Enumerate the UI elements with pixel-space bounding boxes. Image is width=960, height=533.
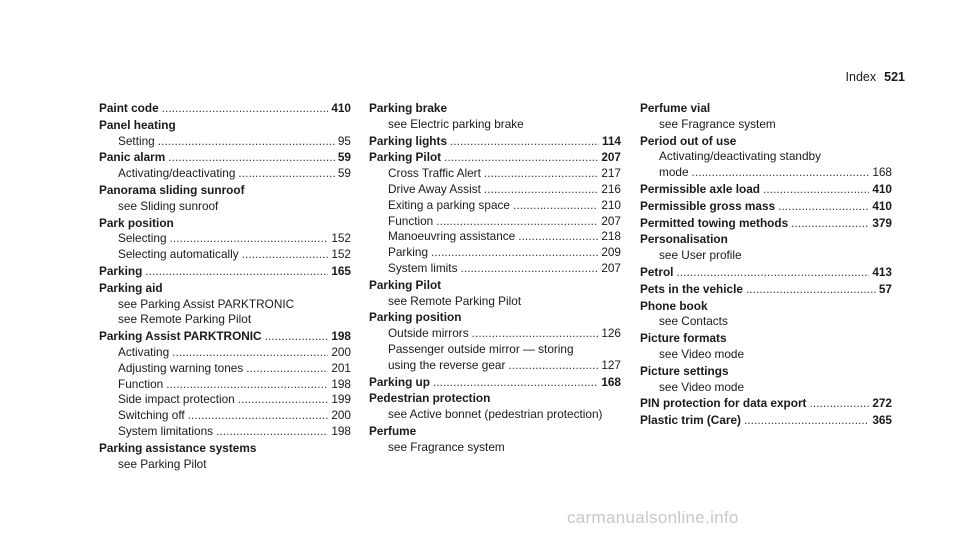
index-heading: Parking aid xyxy=(99,280,163,295)
index-subentry-text: Selecting xyxy=(118,231,167,246)
index-subentry xyxy=(369,182,621,198)
index-subentry xyxy=(99,408,351,424)
dot-leader xyxy=(692,165,870,181)
dot-leader xyxy=(166,377,328,393)
index-subentry-text: Adjusting warning tones xyxy=(118,360,244,375)
page-reference: 410 xyxy=(872,181,892,196)
index-subentry-text: Activating xyxy=(118,344,170,359)
page-reference: 216 xyxy=(601,181,621,196)
watermark: carmanualsonline.info xyxy=(567,508,739,527)
index-heading-line xyxy=(369,391,621,407)
index-heading-line xyxy=(369,375,621,391)
dot-leader xyxy=(809,396,869,412)
page-reference: 165 xyxy=(331,263,351,278)
dot-leader xyxy=(763,182,869,198)
index-subentry-text: System limits xyxy=(388,260,458,275)
index-subentry-text: see Sliding sunroof xyxy=(118,198,219,213)
index-subentry-text: Activating/deactivating standby xyxy=(659,149,821,164)
index-heading-line xyxy=(99,118,351,134)
index-subentry xyxy=(99,166,351,182)
index-subentry xyxy=(369,198,621,214)
index-heading: Panorama sliding sunroof xyxy=(99,182,245,197)
page-reference: 379 xyxy=(872,215,892,230)
index-entry xyxy=(99,118,351,150)
index-subentry-text: see Fragrance system xyxy=(388,439,505,454)
index-subentry-text: Outside mirrors xyxy=(388,326,469,341)
index-heading: Parking Pilot xyxy=(369,150,442,165)
dot-leader xyxy=(436,214,598,230)
index-subentry xyxy=(99,297,351,313)
dot-leader xyxy=(216,424,328,440)
dot-leader xyxy=(265,329,329,345)
index-subentry xyxy=(369,245,621,261)
index-heading: Perfume vial xyxy=(640,101,711,115)
index-subentry-text: Side impact protection xyxy=(118,392,235,407)
index-entry xyxy=(640,282,892,298)
dot-leader xyxy=(460,261,598,277)
index-subentry xyxy=(99,361,351,377)
index-entry xyxy=(640,101,892,133)
index-entry xyxy=(640,413,892,429)
index-heading: Permissible gross mass xyxy=(640,198,776,213)
index-entry xyxy=(640,364,892,396)
page-reference: 207 xyxy=(601,150,621,165)
index-subentry-text: Drive Away Assist xyxy=(388,181,481,196)
index-entry xyxy=(369,424,621,456)
page-reference: 209 xyxy=(601,245,621,260)
index-subentry xyxy=(369,440,621,456)
page-reference: 207 xyxy=(601,213,621,228)
index-subentry xyxy=(640,248,892,264)
index-heading-line xyxy=(99,281,351,297)
dot-leader xyxy=(242,247,329,263)
page-reference: 126 xyxy=(601,326,621,341)
page-reference: 218 xyxy=(601,229,621,244)
page-reference: 207 xyxy=(601,260,621,275)
index-subentry-text: Function xyxy=(118,376,164,391)
index-subentry-text: Manoeuvring assistance xyxy=(388,229,516,244)
index-subentry-text: Cross Traffic Alert xyxy=(388,166,481,181)
index-heading: Petrol xyxy=(640,264,674,279)
index-heading: Pets in the vehicle xyxy=(640,281,743,296)
page-reference: 410 xyxy=(331,101,351,115)
index-heading-line xyxy=(99,101,351,117)
index-entry xyxy=(369,375,621,391)
index-heading: Parking lights xyxy=(369,133,448,148)
dot-leader xyxy=(444,150,598,166)
index-subentry-text: Switching off xyxy=(118,408,185,423)
dot-leader xyxy=(433,375,598,391)
index-subentry xyxy=(369,294,621,310)
index-entry xyxy=(640,199,892,215)
page-reference: 365 xyxy=(872,413,892,428)
index-subentry-text: see Fragrance system xyxy=(659,116,776,131)
index-subentry xyxy=(369,326,621,342)
index-heading-line xyxy=(640,331,892,347)
page-reference: 200 xyxy=(331,344,351,359)
dot-leader xyxy=(238,166,334,182)
index-heading-line xyxy=(640,199,892,215)
dot-leader xyxy=(508,358,598,374)
index-subentry-text: see Remote Parking Pilot xyxy=(118,312,252,327)
page-reference: 59 xyxy=(337,150,351,165)
page-reference: 199 xyxy=(331,392,351,407)
index-heading-line xyxy=(640,265,892,281)
index-subentry-text: see User profile xyxy=(659,248,742,263)
index-subentry-text: mode xyxy=(659,165,689,180)
index-heading: Picture settings xyxy=(640,363,729,378)
index-subentry xyxy=(99,392,351,408)
index-entry xyxy=(369,278,621,310)
index-subentry xyxy=(99,231,351,247)
page-reference: 127 xyxy=(601,357,621,372)
page-header xyxy=(846,70,905,84)
index-subentry-text: Function xyxy=(388,213,434,228)
index-heading-line xyxy=(369,278,621,294)
index-heading-line xyxy=(99,329,351,345)
index-heading-line xyxy=(640,299,892,315)
index-entry xyxy=(99,441,351,473)
page-reference: 57 xyxy=(878,281,892,296)
page-reference: 198 xyxy=(331,329,351,344)
index-subentry xyxy=(640,347,892,363)
dot-leader xyxy=(472,326,599,342)
index-heading: Parking xyxy=(99,263,143,278)
index-heading-line xyxy=(99,441,351,457)
index-subentry xyxy=(369,229,621,245)
page-reference: 168 xyxy=(872,165,892,180)
page-reference: 95 xyxy=(337,133,351,148)
index-heading: Pedestrian protection xyxy=(369,391,491,406)
dot-leader xyxy=(246,361,328,377)
index-subentry xyxy=(369,407,621,423)
index-heading: Plastic trim (Care) xyxy=(640,413,741,428)
index-subentry xyxy=(369,117,621,133)
index-entry xyxy=(369,310,621,373)
dot-leader xyxy=(162,101,329,117)
dot-leader xyxy=(172,345,328,361)
index-heading: Panel heating xyxy=(99,117,176,132)
index-subentry xyxy=(99,199,351,215)
index-entry xyxy=(99,150,351,182)
index-heading: Park position xyxy=(99,215,174,230)
index-entry xyxy=(99,101,351,117)
index-heading-line xyxy=(640,134,892,150)
page-reference: 272 xyxy=(872,396,892,411)
index-subentry-text: using the reverse gear xyxy=(388,357,506,372)
index-entry xyxy=(99,183,351,215)
page-reference: 410 xyxy=(872,198,892,213)
dot-leader xyxy=(484,182,598,198)
dot-leader xyxy=(513,198,598,214)
index-heading: Parking up xyxy=(369,374,430,389)
index-heading: Period out of use xyxy=(640,133,737,148)
index-subentry-text: Parking xyxy=(388,245,428,260)
dot-leader xyxy=(168,150,335,166)
index-subentry xyxy=(369,261,621,277)
dot-leader xyxy=(170,231,329,247)
index-subentry xyxy=(369,166,621,182)
index-heading-line xyxy=(99,216,351,232)
index-entry xyxy=(640,299,892,331)
page-reference: 198 xyxy=(331,376,351,391)
index-heading: Permissible axle load xyxy=(640,181,760,196)
index-entry xyxy=(99,329,351,440)
index-heading: Perfume xyxy=(369,423,417,438)
index-heading: Parking brake xyxy=(369,101,448,115)
index-entry xyxy=(369,134,621,150)
page-reference: 201 xyxy=(331,360,351,375)
page-reference: 152 xyxy=(331,231,351,246)
index-subentry-text: Activating/deactivating xyxy=(118,166,236,181)
dot-leader xyxy=(778,199,869,215)
index-entry xyxy=(640,265,892,281)
page-reference: 114 xyxy=(601,133,621,148)
index-subentry xyxy=(369,214,621,230)
index-entry xyxy=(640,331,892,363)
dot-leader xyxy=(518,229,598,245)
page-reference: 59 xyxy=(337,166,351,181)
index-entry xyxy=(369,150,621,276)
index-subentry xyxy=(99,247,351,263)
index-heading-line xyxy=(369,310,621,326)
index-subentry-text: Exiting a parking space xyxy=(388,197,510,212)
index-heading-line xyxy=(369,150,621,166)
index-entry xyxy=(640,216,892,232)
index-subentry-text: Selecting automatically xyxy=(118,247,239,262)
index-subentry-text: System limitations xyxy=(118,423,214,438)
dot-leader xyxy=(744,413,869,429)
index-subentry xyxy=(99,134,351,150)
dot-leader xyxy=(450,134,599,150)
index-entry xyxy=(640,396,892,412)
index-subentry xyxy=(99,424,351,440)
page-reference: 217 xyxy=(601,166,621,181)
index-subentry xyxy=(640,380,892,396)
index-heading: Parking Pilot xyxy=(369,277,442,292)
page-number: 521 xyxy=(884,70,905,84)
index-heading-line xyxy=(99,183,351,199)
index-heading-line xyxy=(640,216,892,232)
index-subentry-text: see Video mode xyxy=(659,379,745,394)
index-heading-line xyxy=(640,282,892,298)
index-entry xyxy=(640,134,892,181)
index-subentry-text: see Parking Pilot xyxy=(118,456,207,471)
index-subentry xyxy=(99,457,351,473)
index-heading-line xyxy=(640,182,892,198)
dot-leader xyxy=(484,166,598,182)
index-heading: Parking assistance systems xyxy=(99,440,257,455)
index-entry xyxy=(640,182,892,198)
index-column-1 xyxy=(99,101,351,473)
index-heading: Personalisation xyxy=(640,232,728,247)
index-subentry-text: Passenger outside mirror — storing xyxy=(388,341,574,356)
index-entry xyxy=(99,264,351,280)
page-reference: 152 xyxy=(331,247,351,262)
index-entry xyxy=(99,281,351,328)
index-heading-line xyxy=(369,134,621,150)
index-heading: PIN protection for data export xyxy=(640,396,807,411)
index-subentry xyxy=(369,358,621,374)
index-subentry-text: see Active bonnet (pedestrian protection) xyxy=(388,407,603,422)
index-heading-line xyxy=(99,264,351,280)
index-subentry-text: see Electric parking brake xyxy=(388,116,524,131)
dot-leader xyxy=(431,245,598,261)
page-reference: 198 xyxy=(331,423,351,438)
page-reference: 413 xyxy=(872,264,892,279)
index-heading-line xyxy=(640,396,892,412)
index-heading: Phone book xyxy=(640,298,708,313)
index-heading-line xyxy=(640,413,892,429)
index-subentry xyxy=(640,314,892,330)
index-subentry xyxy=(640,165,892,181)
index-heading: Parking Assist PARKTRONIC xyxy=(99,329,262,344)
index-heading-line xyxy=(369,101,621,117)
index-heading: Picture formats xyxy=(640,331,727,346)
index-subentry-text: see Remote Parking Pilot xyxy=(388,293,522,308)
index-column-3 xyxy=(640,101,892,430)
index-heading-line xyxy=(640,232,892,248)
index-heading: Panic alarm xyxy=(99,150,166,165)
index-subentry xyxy=(369,342,621,358)
index-subentry xyxy=(640,117,892,133)
index-heading: Paint code xyxy=(99,101,159,115)
index-column-2 xyxy=(369,101,621,457)
index-subentry-text: see Contacts xyxy=(659,314,728,329)
index-heading-line xyxy=(640,364,892,380)
index-subentry xyxy=(640,149,892,165)
index-subentry-text: see Video mode xyxy=(659,346,745,361)
index-entry xyxy=(369,391,621,423)
dot-leader xyxy=(746,282,876,298)
index-subentry xyxy=(99,345,351,361)
index-entry xyxy=(369,101,621,133)
dot-leader xyxy=(145,264,328,280)
index-heading-line xyxy=(369,424,621,440)
index-entry xyxy=(99,216,351,263)
dot-leader xyxy=(238,392,329,408)
dot-leader xyxy=(791,216,869,232)
section-label: Index xyxy=(845,70,877,84)
page-reference: 200 xyxy=(331,408,351,423)
dot-leader xyxy=(676,265,869,281)
index-subentry xyxy=(99,312,351,328)
index-heading: Permitted towing methods xyxy=(640,215,789,230)
index-subentry-text: Setting xyxy=(118,133,155,148)
dot-leader xyxy=(188,408,329,424)
index-entry xyxy=(640,232,892,264)
page-reference: 168 xyxy=(601,374,621,389)
index-subentry xyxy=(99,377,351,393)
index-subentry-text: see Parking Assist PARKTRONIC xyxy=(118,296,295,311)
index-heading: Parking position xyxy=(369,310,462,325)
index-heading-line xyxy=(640,101,892,117)
page-reference: 210 xyxy=(601,197,621,212)
dot-leader xyxy=(158,134,335,150)
index-heading-line xyxy=(99,150,351,166)
